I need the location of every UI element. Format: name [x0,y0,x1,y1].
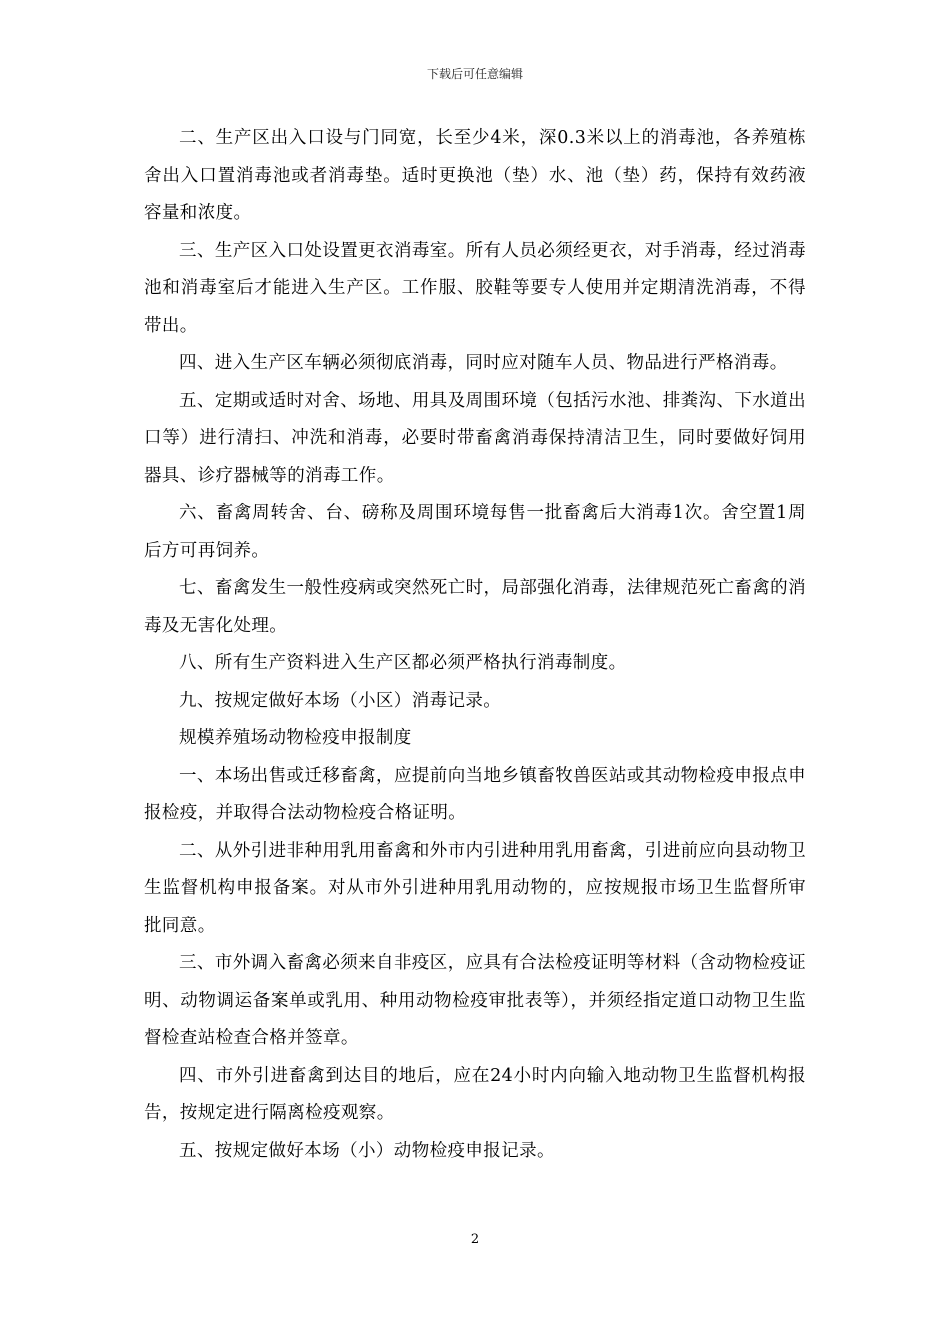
paragraph: 二、生产区出入口设与门同宽，长至少4米，深0.3米以上的消毒池，各养殖栋舍出入口置消毒池或者消毒垫。适时更换池（垫）水、池（垫）药，保持有效药液容量和浓度。 [144,128,806,223]
paragraph: 四、市外引进畜禽到达目的地后，应在24小时内向输入地动物卫生监督机构报告，按规定进行隔离检疫观察。 [144,1065,806,1123]
paragraph: 五、定期或适时对舍、场地、用具及周围环境（包括污水池、排粪沟、下水道出口等）进行清扫、冲洗和消毒，必要时带畜禽消毒保持清洁卫生，同时要做好饲用器具、诊疗器械等的消毒工作。 [144,390,806,486]
page-number: 2 [470,1232,480,1247]
paragraph: 八、所有生产资料进入生产区都必须严格执行消毒制度。 [179,653,627,673]
paragraph: 二、从外引进非种用乳用畜禽和外市内引进种用乳用畜禽，引进前应向县动物卫生监督机构申报备案。对从市外引进种用乳用动物的，应按规报市场卫生监督所审批同意。 [144,840,806,936]
paragraph: 三、生产区入口处设置更衣消毒室。所有人员必须经更衣，对手消毒，经过消毒池和消毒室后才能进入生产区。工作服、胶鞋等要专人使用并定期清洗消毒，不得带出。 [144,240,806,336]
paragraph: 一、本场出售或迁移畜禽，应提前向当地乡镇畜牧兽医站或其动物检疫申报点申报检疫，并取得合法动物检疫合格证明。 [144,765,806,823]
paragraph: 九、按规定做好本场（小区）消毒记录。 [179,690,502,711]
paragraph: 四、进入生产区车辆必须彻底消毒，同时应对随车人员、物品进行严格消毒。 [179,353,788,373]
paragraph: 六、畜禽周转舍、台、磅称及周围环境每售一批畜禽后大消毒1次。舍空置1周后方可再饲养。 [144,503,806,561]
section-heading: 规模养殖场动物检疫申报制度 [179,728,412,748]
paragraph: 五、按规定做好本场（小）动物检疫申报记录。 [179,1140,555,1161]
paragraph: 三、市外调入畜禽必须来自非疫区，应具有合法检疫证明等材料（含动物检疫证明、动物调运备案单或乳用、种用动物检疫审批表等），并须经指定道口动物卫生监督检查站检查合格并签章。 [144,953,806,1048]
paragraph: 七、畜禽发生一般性疫病或突然死亡时，局部强化消毒，法律规范死亡畜禽的消毒及无害化处理。 [144,578,806,636]
document-body [144,120,806,1170]
page-header: 下载后可任意编辑 [426,67,523,81]
